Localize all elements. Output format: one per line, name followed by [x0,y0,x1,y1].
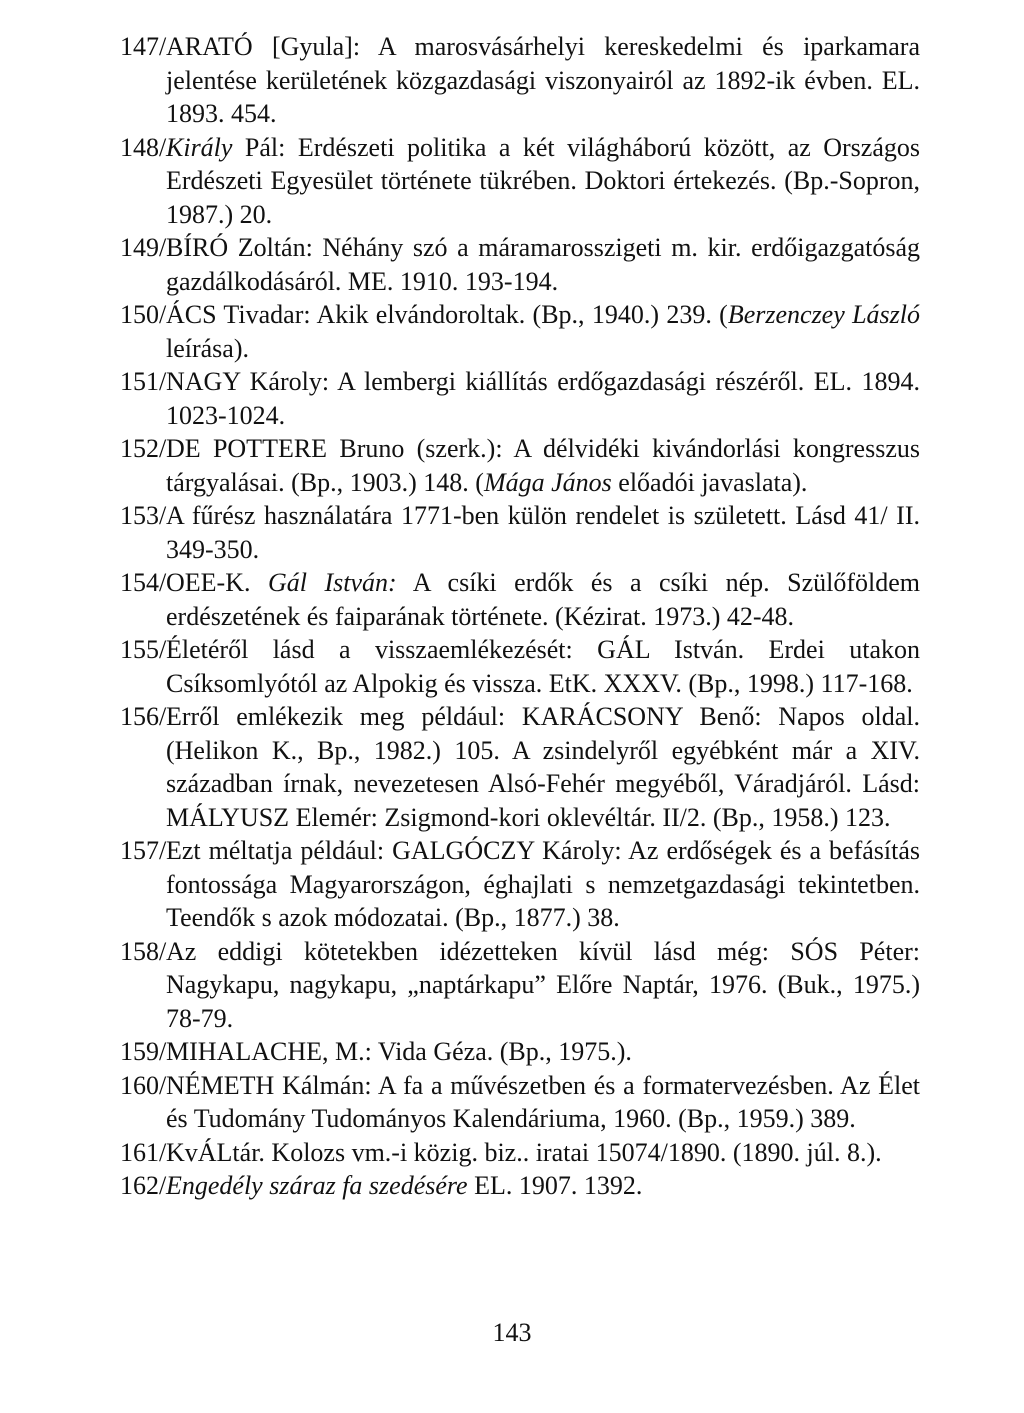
footnote-text [166,700,920,834]
footnote-text [166,231,920,298]
footnote-number: 149/ [120,233,167,262]
italic-text: Engedély száraz fa szedésére [166,1171,468,1200]
footnote-text [166,566,920,633]
footnote-entry [120,30,920,131]
footnote-text [166,432,920,499]
footnote-entry [120,834,920,935]
text-run: ARATÓ [Gyula]: A marosvásárhelyi kereskedelmi és iparkamara jelentése kerületének közgazdasági viszonyairól az 1892-ik évben. EL. 1893. 454. [166,32,920,128]
footnote-number: 156/ [120,702,167,731]
footnote-number: 153/ [120,501,167,530]
footnote-number: 155/ [120,635,167,664]
footnote-number: 152/ [120,434,167,463]
footnote-entry [120,566,920,633]
text-run: KvÁLtár. Kolozs vm.-i közig. biz.. iratai 15074/1890. (1890. júl. 8.). [166,1137,882,1167]
text-run: Életéről lásd a visszaemlékezését: GÁL István. Erdei utakon Csíksomlyótól az Alpokig és vissza. EtK. XXXV. (Bp., 1998.) 117-168. [166,635,920,698]
footnote-text [166,365,920,432]
footnote-number: 154/ [120,568,167,597]
text-run: NÉMETH Kálmán: A fa a művészetben és a formatervezésben. Az Élet és Tudomány Tudományos Kalendáriuma, 1960. (Bp., 1959.) 389. [166,1070,920,1133]
text-run: NAGY Károly: A lembergi kiállítás erdőgazdasági részéről. EL. 1894. 1023-1024. [166,367,920,430]
footnote-entry [120,365,920,432]
text-run: Az eddigi kötetekben idézetteken kívül lásd még: SÓS Péter: Nagykapu, nagykapu, „naptárkapu” Előre Naptár, 1976. (Buk., 1975.) 78-79. [166,936,920,1033]
text-run: MIHALACHE, M.: Vida Géza. (Bp., 1975.). [166,1037,632,1066]
footnote-number: 151/ [120,367,167,396]
footnote-entry [120,1169,920,1203]
footnote-entry [120,633,920,700]
text-run: Pál: Erdészeti politika a két világháború között, az Országos Erdészeti Egyesület története tükrében. Doktori értekezés. (Bp.-Sopron, 1987.) 20. [166,132,920,229]
footnote-list [120,30,920,1203]
footnote-entry [120,499,920,566]
footnote-number: 158/ [120,936,167,966]
footnote-entry [120,1069,920,1136]
footnote-number: 159/ [120,1037,167,1066]
footnote-text [166,633,920,700]
text-run: leírása). [166,333,250,363]
footnote-entry [120,1035,920,1069]
text-run: előadói javaslata). [611,467,808,497]
footnote-entry [120,131,920,232]
footnote-text [166,1069,920,1136]
italic-text: Berzenczey László [727,300,921,329]
text-run: OEE-K. [166,568,268,597]
footnote-number: 160/ [120,1070,167,1100]
footnote-entry [120,432,920,499]
text-run: A fűrész használatára 1771-ben külön rendelet is született. Lásd 41/ II. 349-350. [166,501,920,564]
text-run: BÍRÓ Zoltán: Néhány szó a máramarosszigeti m. kir. erdőigazgatóság gazdálkodásáról. ME. 1910. 193-194. [166,233,920,296]
footnote-number: 157/ [120,836,167,865]
text-run: EL. 1907. 1392. [467,1171,643,1200]
footnote-number: 148/ [120,132,167,162]
text-run: A csíki erdők és a csíki nép. Szülőföldem erdészetének és faiparának története. (Kézirat. 1973.) 42-48. [166,568,920,631]
footnote-entry [120,700,920,834]
italic-text: Gál István: [267,568,397,597]
footnote-entry [120,1136,920,1170]
text-run: DE POTTERE Bruno (szerk.): A délvidéki kivándorlási kongresszus tárgyalásai. (Bp., 1903.) 148. ( [166,434,920,497]
footnote-number: 161/ [120,1137,167,1167]
footnote-text [166,499,920,566]
footnote-text [166,1169,920,1203]
text-run: Ezt méltatja például: GALGÓCZY Károly: Az erdőségek és a befásítás fontossága Magyarországon, éghajlati s nemzetgazdasági tekintetben. Teendők s azok módozatai. (Bp., 1877.) 38. [166,836,920,932]
italic-text: Király [166,132,233,162]
footnote-entry [120,298,920,365]
footnote-entry [120,231,920,298]
footnote-number: 162/ [120,1171,167,1200]
footnote-number: 150/ [120,300,167,329]
text-run: ÁCS Tivadar: Akik elvándoroltak. (Bp., 1940.) 239. ( [166,300,728,329]
footnote-text [166,30,920,131]
page-number: 143 [492,1318,532,1347]
footnote-text [166,935,920,1036]
footnote-text [166,131,920,232]
footnote-number: 147/ [120,32,167,61]
text-run: Erről emlékezik meg például: KARÁCSONY Benő: Napos oldal. (Helikon K., Bp., 1982.) 105. A zsindelyről egyébként már a XIV. században írnak, nevezetesen Alsó-Fehér megyéből, Váradjáról. Lásd: MÁLYUSZ Elemér: Zsigmond-kori oklevéltár. II/2. (Bp., 1958.) 123. [166,702,920,832]
footnote-text [166,1136,920,1170]
footnote-text [166,298,920,365]
italic-text: Mága János [483,467,612,497]
footnote-text [166,1035,920,1069]
footnote-text [166,834,920,935]
footnote-entry [120,935,920,1036]
